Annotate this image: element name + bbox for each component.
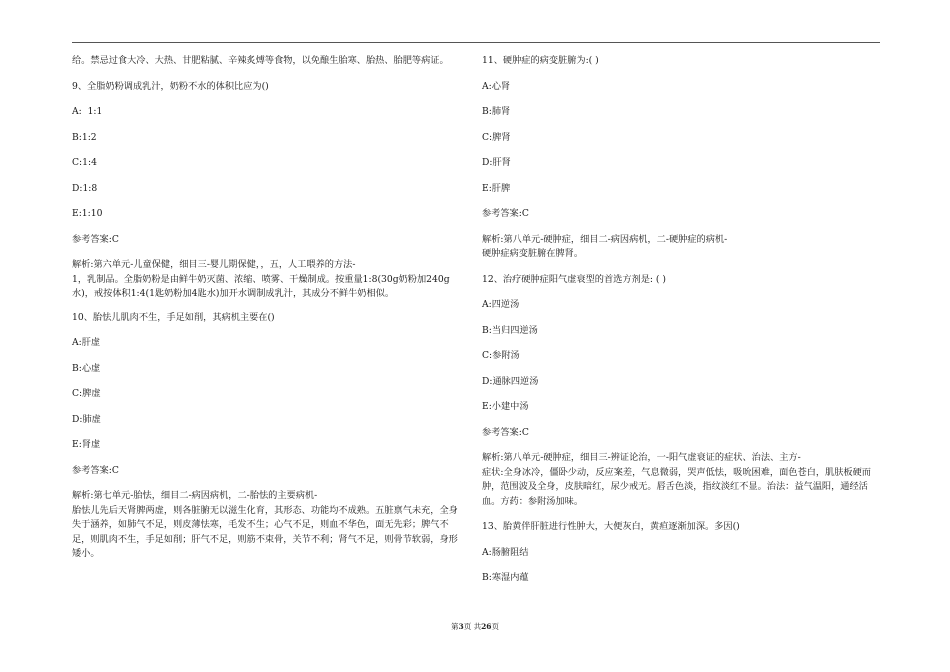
q9-option-d: D:1:8	[72, 182, 98, 194]
q10-option-e: E:肾虚	[72, 439, 101, 450]
q10-option-d: D:肺虚	[72, 413, 101, 425]
q10-option-b: B:心虚	[72, 362, 101, 374]
q12-analysis: 解析:第八单元-硬肿症，细目三-辨证论治，一-阳气虚衰证的症状、治法、主方- 症状:全身冰冷，僵卧少动，反应案差，气息微弱，哭声低怯，吸吮困难，面色苍白，肌肤板硬而肿，范围波及全身，皮肤暗红，尿少戒无。唇舌色淡，指纹淡红不显。治法：益气温阳，通经活血。方药：参附汤加味。	[482, 452, 871, 507]
q9-question: 9、全脂奶粉调成乳汁，奶粉不水的体积比应为()	[72, 80, 269, 92]
q12-option-b: B:当归四逆汤	[482, 324, 538, 336]
page-footer	[0, 621, 950, 632]
intro-text: 给。禁忌过食大冷、大热、甘肥粘腻、辛辣炙煿等食物，以免酿生胎寒、胎热、胎肥等病证。	[72, 55, 449, 66]
q12-answer: 参考答案:C	[482, 426, 529, 438]
footer-page-number: 3	[458, 622, 464, 631]
q10-option-c: C:脾虚	[72, 388, 101, 399]
right-column	[482, 54, 882, 586]
q10-analysis: 解析:第七单元-胎怯，细目二-病因病机，二-胎怯的主要病机- 胎怯儿先后天肾脾两虚，则各脏腑无以滋生化育，其形态、功能均不成熟。五脏禀气未充，全身失于涵养，如肺气不足，则皮薄怯寒，毛发不生；心气不足，则血不华色，面无先彩；脾气不足，则肌肉不生，手足如削；肝气不足，则筋不束骨，关节不利；肾气不足，则骨节软弱，身形矮小。	[72, 490, 458, 559]
footer-mid: 页 共	[463, 622, 482, 631]
footer-total-pages: 26	[481, 622, 492, 631]
q12-option-c: C:参附汤	[482, 350, 520, 361]
q9-answer: 参考答案:C	[72, 233, 119, 245]
q9-option-a: A: 1:1	[72, 106, 103, 117]
footer-post: 页	[491, 622, 500, 631]
header-rule	[72, 42, 880, 43]
q11-option-b: B:肺肾	[482, 106, 511, 117]
q12-option-a: A:四逆汤	[482, 299, 520, 310]
q9-option-c: C:1:4	[72, 157, 97, 168]
q11-option-a: A:心肾	[482, 80, 511, 92]
q12-option-e: E:小建中汤	[482, 401, 529, 412]
footer-pre: 第	[450, 622, 459, 631]
q10-option-a: A:肝虚	[72, 337, 101, 348]
q11-option-d: D:肝肾	[482, 157, 511, 168]
q13-option-b: B:寒湿内蕴	[482, 572, 529, 583]
q9-option-e: E:1:10	[72, 208, 103, 219]
q9-analysis: 解析:第六单元-儿童保健，细目三-婴儿期保健，，五，人工喂养的方法- 1，乳制品。全脂奶粉是由鲜牛奶灭菌、浓缩、喷雾、干燥制成。按重量1:8(30g奶粉加240g水)，戒按体积1:4(1匙奶粉加4匙水)加开水调制成乳汁，其成分不鲜牛奶相似。	[72, 259, 450, 299]
q13-option-a: A:肠腑阻结	[482, 546, 529, 558]
q9-option-b: B:1:2	[72, 131, 97, 143]
q11-answer: 参考答案:C	[482, 208, 529, 219]
q12-option-d: D:通脉四逆汤	[482, 375, 539, 387]
q10-answer: 参考答案:C	[72, 464, 119, 476]
q11-option-e: E:肝脾	[482, 182, 511, 194]
q12-question: 12、治疗硬肿症阳气虚衰型的首选方剂是: ( )	[482, 273, 666, 285]
q10-question: 10、胎怯儿肌肉不生，手足如削，其病机主要在()	[72, 311, 275, 323]
left-column	[72, 54, 464, 562]
q13-question: 13、胎黄伴肝脏进行性肿大，大便灰白，黄疸逐渐加深。多因()	[482, 521, 740, 532]
q11-question: 11、硬肿症的病变脏腑为:( )	[482, 55, 599, 66]
q11-analysis: 解析:第八单元-硬肿症，细目二-病因病机，二-硬肿症的病机- 硬肿症病变脏腑在脾肾。	[482, 233, 728, 259]
q11-option-c: C:脾肾	[482, 131, 511, 143]
